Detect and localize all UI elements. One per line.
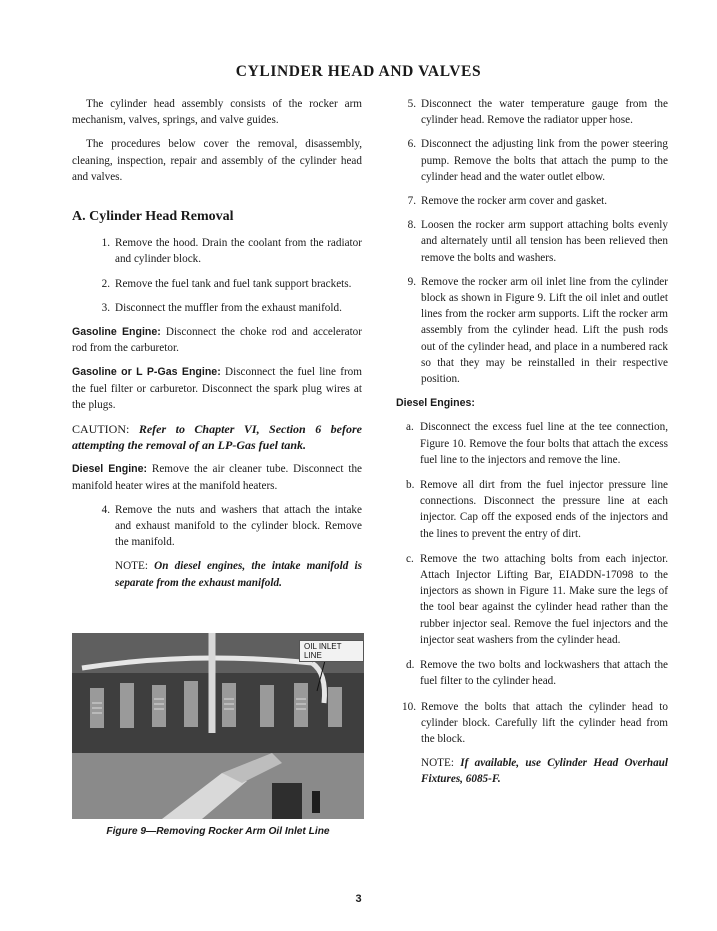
step-number: 10. — [402, 700, 416, 713]
step-number: 7. — [407, 195, 416, 208]
step-text: Remove the hood. Drain the coolant from the radiator and cylinder block. — [115, 237, 362, 266]
note-text: Remove the air cleaner tube. Disconnect the manifold heater wires at the manifold heaters. — [72, 463, 363, 492]
figure-photo — [72, 633, 364, 819]
step-number: 2. — [101, 277, 110, 290]
step-text: Remove the bolts that attach the cylinder head to cylinder block. Carefully lift the cylinder head from the block. — [421, 700, 668, 745]
note-label: Diesel Engine: — [72, 463, 148, 476]
substep-letter: d. — [406, 659, 415, 672]
substep-text: Disconnect the excess fuel line at the tee connection, Figure 10. Remove the four bolts that attach the excess fuel line to the injectors and remove the line. — [420, 421, 668, 466]
diesel-engines-heading: Diesel Engines: — [396, 397, 475, 410]
step-number: 6. — [407, 138, 416, 151]
page-title: CYLINDER HEAD AND VALVES — [235, 63, 482, 80]
step-item — [396, 699, 668, 748]
step-item — [90, 276, 362, 292]
step-list — [72, 235, 362, 316]
note-text: Disconnect the fuel line from the fuel filter or carburetor. Disconnect the spark plug wires at the plugs. — [72, 366, 362, 411]
step-item — [396, 136, 668, 185]
note-text: On diesel engines, the intake manifold is separate from the exhaust manifold. — [115, 560, 362, 589]
page-number: 3 — [355, 893, 362, 905]
step-item — [396, 274, 668, 387]
substep-text: Remove the two attaching bolts from each injector. Attach Injector Lifting Bar, EIADDN-17098 to the injectors as shown in Figure 11. Make sure the legs of the tool bear against the cylinder head rather than the rubber injector seal. Remove the fuel injectors and the injector seat washers from the cylinder head. — [420, 552, 668, 646]
right-column — [396, 96, 668, 796]
caution-label: CAUTION: — [72, 422, 139, 437]
step-item — [90, 502, 362, 551]
caution-text: Refer to Chapter VI, Section 6 before attempting the removal of an LP-Gas fuel tank. — [72, 422, 363, 453]
step-item — [396, 193, 668, 209]
note-label: NOTE: — [115, 560, 155, 573]
step-item — [90, 235, 362, 267]
substep-letter: a. — [406, 421, 414, 434]
substep-item — [396, 477, 668, 542]
note-text: If available, use Cylinder Head Overhaul Fixtures, 6085-F. — [421, 757, 668, 786]
intro-paragraph: The procedures below cover the removal, disassembly, cleaning, inspection, repair and assembly of the cylinder head and valves. — [72, 138, 362, 183]
diesel-engine-note — [72, 461, 362, 493]
step-text: Disconnect the water temperature gauge from the cylinder head. Remove the radiator upper hose. — [421, 98, 668, 127]
step-number: 9. — [407, 275, 416, 288]
left-column — [72, 96, 362, 599]
lpgas-engine-note — [72, 364, 362, 413]
step-text: Disconnect the adjusting link from the power steering pump. Remove the bolts that attach the pump to the cylinder head and the water outlet elbow. — [421, 138, 668, 183]
substep-item — [396, 657, 668, 689]
step-text: Remove the rocker arm cover and gasket. — [421, 195, 608, 208]
note-text: Disconnect the choke rod and accelerator rod from the carburetor. — [72, 326, 362, 355]
step-number: 8. — [407, 219, 416, 232]
step-list — [72, 502, 362, 591]
step-text: Remove the fuel tank and fuel tank support brackets. — [115, 277, 352, 290]
substep-letter: b. — [406, 479, 415, 492]
step-number: 5. — [407, 98, 416, 110]
figure-caption: Figure 9—Removing Rocker Arm Oil Inlet Line — [106, 826, 330, 837]
substep-text: Remove all dirt from the fuel injector pressure line connections. Disconnect the pressure line at each injector. Cap off the exposed ends of the injectors and the lines to prevent the entry of dirt. — [420, 479, 668, 540]
substep-item — [396, 551, 668, 648]
caution-note — [72, 421, 362, 453]
step-text: Disconnect the muffler from the exhaust manifold. — [115, 301, 342, 314]
intro-paragraph: The cylinder head assembly consists of the rocker arm mechanism, valves, springs, and valve guides. — [72, 98, 362, 127]
step-number: 3. — [101, 301, 110, 314]
note-label: NOTE: — [421, 757, 461, 770]
manifold-note — [90, 558, 362, 590]
figure-callout-label: OIL INLET LINE — [299, 640, 364, 662]
step-text: Remove the nuts and washers that attach the intake and exhaust manifold to the cylinder block. Remove the manifold. — [115, 503, 362, 549]
substep-item — [396, 419, 668, 468]
substep-text: Remove the two bolts and lockwashers that attach the fuel filter to the cylinder head. — [420, 659, 668, 688]
step-item — [90, 300, 362, 316]
section-heading: A. Cylinder Head Removal — [72, 209, 234, 225]
step-number: 4. — [101, 503, 110, 516]
note-label: Gasoline Engine: — [72, 326, 161, 339]
note-label: Gasoline or L P-Gas Engine: — [72, 366, 221, 379]
fixture-note — [396, 755, 668, 787]
step-number: 1. — [101, 237, 110, 250]
gasoline-engine-note — [72, 324, 362, 356]
substep-letter: c. — [406, 552, 414, 565]
step-item — [396, 217, 668, 266]
step-item — [396, 96, 668, 128]
step-text: Remove the rocker arm oil inlet line from the cylinder block as shown in Figure 9. Lift the oil inlet and outlet lines from the rocker arm supports. Lift the rocker arm assembly from the cylinder head. Lift the push rods out of the cylinder head, and place in a numbered rack so that they may be reinstalled in their respective position. — [421, 275, 668, 386]
step-text: Loosen the rocker arm support attaching bolts evenly and alternately until all tension has been relieved then remove the bolts and washers. — [421, 219, 668, 264]
